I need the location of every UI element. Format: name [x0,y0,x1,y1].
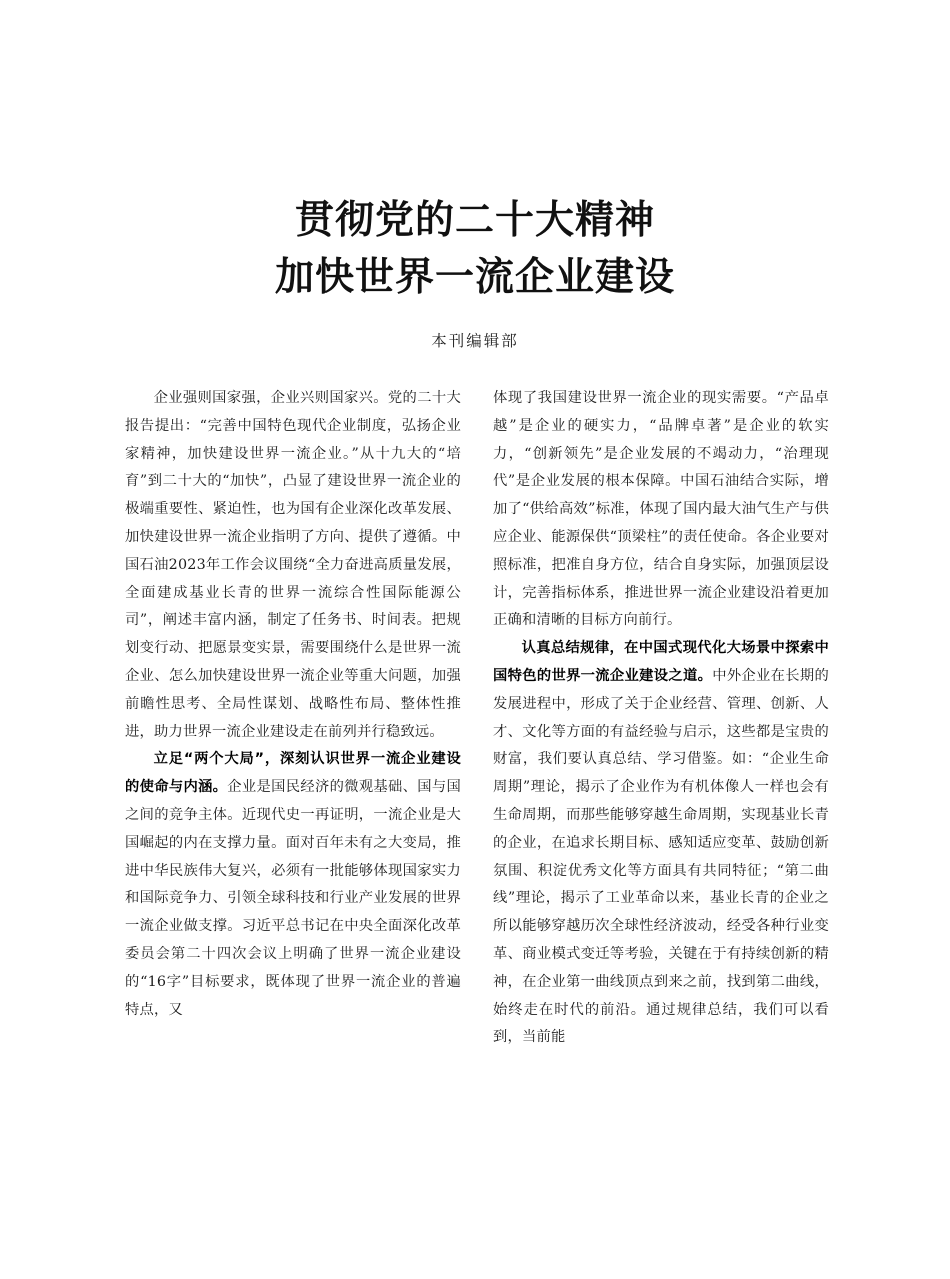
article-title-line-2: 加快世界一流企业建设 [274,254,675,300]
article-title-line-1: 贯彻党的二十大精神 [294,197,655,243]
right-column [493,385,829,1052]
left-column [125,385,461,1024]
right-paragraph-2-body: 中外企业在长期的发展进程中，形成了关于企业经营、管理、创新、人才、文化等方面的有益经验与启示，这些都是宝贵的财富，我们要认真总结、学习借鉴。如：“企业生命周期”理论，揭示了企业作为有机体像人一样也会有生命周期，而那些能够穿越生命周期，实现基业长青的企业，在追求长期目标、感知适应变革、鼓励创新氛围、积淀优秀文化等方面具有共同特征；“第二曲线”理论，揭示了工业革命以来，基业长青的企业之所以能够穿越历次全球性经济波动，经受各种行业变革、商业模式变迁等考验，关键在于有持续创新的精神，在企业第一曲线顶点到来之前，找到第二曲线，始终走在时代的前沿。通过规律总结，我们可以看到，当前能 [493,667,829,1046]
right-paragraph-1: 体现了我国建设世界一流企业的现实需要。“产品卓越”是企业的硬实力，“品牌卓著”是企业的软实力，“创新领先”是企业发展的不竭动力，“治理现代”是企业发展的根本保障。中国石油结合实际，增加了“供给高效”标准，体现了国内最大油气生产与供应企业、能源保供“顶梁柱”的责任使命。各企业要对照标准，把准自身方位，结合自身实际，加强顶层设计，完善指标体系，推进世界一流企业建设沿着更加正确和清晰的目标方向前行。 [493,390,829,629]
left-paragraph-2-body: 企业是国民经济的微观基础、国与国之间的竞争主体。近现代史一再证明，一流企业是大国崛起的内在支撑力量。面对百年未有之大变局，推进中华民族伟大复兴，必须有一批能够体现国家实力和国际竞争力、引领全球科技和行业产业发展的世界一流企业做支撑。习近平总书记在中央全面深化改革委员会第二十四次会议上明确了世界一流企业建设的“16字”目标要求，既体现了世界一流企业的普遍特点，又 [125,779,461,1018]
right-paragraph-2 [493,635,829,1052]
article-byline: 本刊编辑部 [431,332,519,350]
left-paragraph-2 [125,746,461,1024]
section-heading-summarize-rules: 认真总结规律，在中国式现代化大场景中探索中国特色的世界一流企业建设之道。 [493,640,829,684]
section-heading-two-overall-situations: 立足“两个大局”，深刻认识世界一流企业建设的使命与内涵。 [125,751,461,796]
left-paragraph-1: 企业强则国家强，企业兴则国家兴。党的二十大报告提出：“完善中国特色现代企业制度，弘扬企业家精神，加快建设世界一流企业。”从十九大的“培育”到二十大的“加快”，凸显了建设世界一流企业的极端重要性、紧迫性，也为国有企业深化改革发展、加快建设世界一流企业指明了方向、提供了遵循。中国石油2023年工作会议围绕“全力奋进高质量发展，全面建成基业长青的世界一流综合性国际能源公司”，阐述丰富内涵，制定了任务书、时间表。把规划变行动、把愿景变实景，需要围绕什么是世界一流企业、怎么加快建设世界一流企业等重大问题，加强前瞻性思考、全局性谋划、战略性布局、整体性推进，助力世界一流企业建设走在前列并行稳致远。 [125,390,461,740]
article-title [0,192,950,306]
